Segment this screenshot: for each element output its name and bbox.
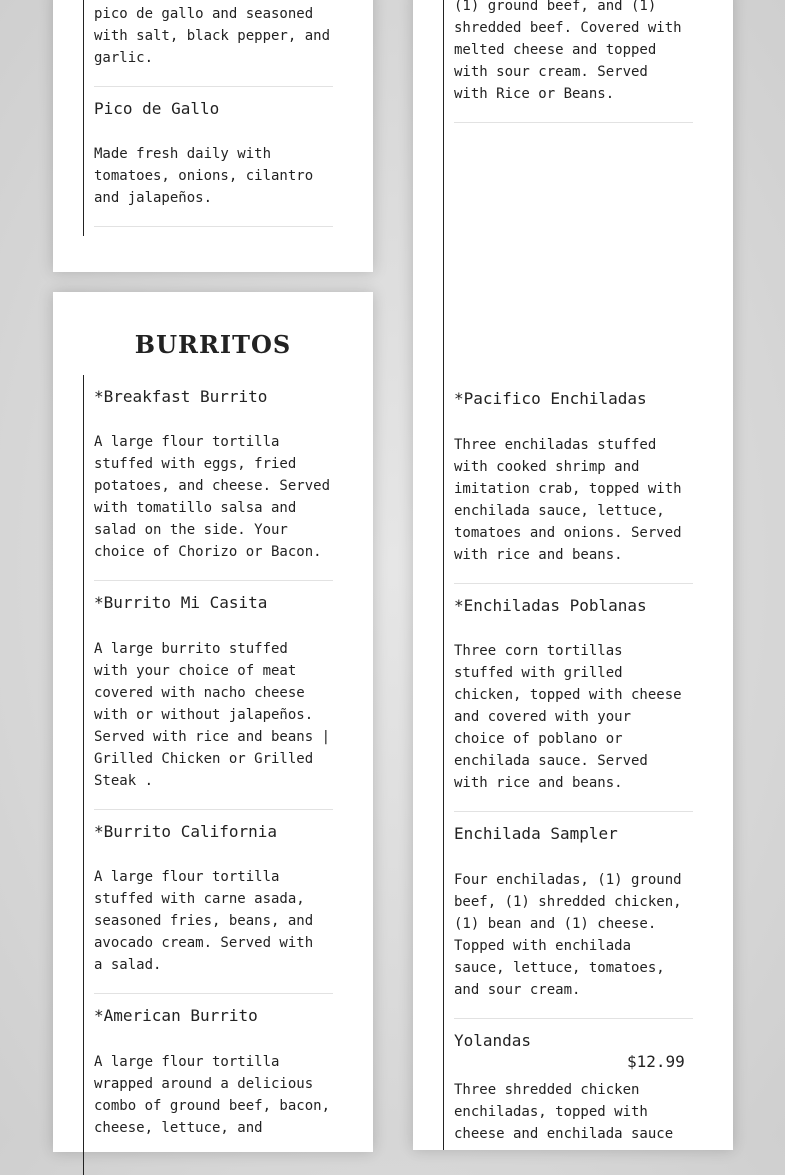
- item-separator: [454, 811, 693, 812]
- item-separator: [454, 583, 693, 584]
- menu-item-description: A large burrito stuffed with your choice of meat covered with nacho cheese with or without jalapeños. Served with rice and beans | Grilled Chicken or Grilled Steak .: [94, 641, 331, 789]
- item-separator: [94, 86, 333, 87]
- menu-item-description: Made fresh daily with tomatoes, onions, cilantro and jalapeños.: [94, 146, 314, 206]
- menu-card-right: [413, 0, 733, 1150]
- menu-item-description: A large flour tortilla stuffed with carne asada, seasoned fries, beans, and avocado cream. Served with a salad.: [94, 869, 314, 973]
- menu-item-name[interactable]: Pico de Gallo: [94, 99, 220, 118]
- section-rule: [443, 0, 444, 1150]
- carryover-description: (1) ground beef, and (1) shredded beef. Covered with melted cheese and topped with sour cream. Served with Rice or Beans.: [454, 0, 682, 102]
- menu-item-name[interactable]: *Pacifico Enchiladas: [454, 389, 647, 408]
- carryover-description: pico de gallo and seasoned with salt, black pepper, and garlic.: [94, 6, 331, 66]
- menu-item-price: $12.99: [627, 1052, 685, 1071]
- item-separator: [454, 1018, 693, 1019]
- menu-item-description: Three enchiladas stuffed with cooked shrimp and imitation crab, topped with enchilada sauce, lettuce, tomatoes and onions. Served with rice and beans.: [454, 437, 682, 563]
- section-rule: [83, 375, 84, 1175]
- item-separator: [94, 226, 333, 227]
- menu-item-description: Three shredded chicken enchiladas, topped with cheese and enchilada sauce: [454, 1082, 674, 1142]
- menu-item-name[interactable]: Yolandas: [454, 1031, 532, 1050]
- section-rule: [83, 0, 84, 236]
- menu-item-name[interactable]: Enchilada Sampler: [454, 824, 618, 843]
- menu-item-description: Four enchiladas, (1) ground beef, (1) shredded chicken, (1) bean and (1) cheese. Topped with enchilada sauce, lettuce, tomatoes, and sour cream.: [454, 872, 682, 998]
- section-title: BURRITOS: [134, 330, 292, 359]
- menu-item-name[interactable]: *Burrito California: [94, 822, 278, 841]
- item-separator: [94, 993, 333, 994]
- menu-item-name[interactable]: *American Burrito: [94, 1006, 258, 1025]
- item-separator: [94, 809, 333, 810]
- item-separator: [94, 580, 333, 581]
- item-separator: [454, 122, 693, 123]
- menu-card-left-top: [53, 0, 373, 272]
- menu-item-name[interactable]: *Enchiladas Poblanas: [454, 596, 647, 615]
- menu-item-description: Three corn tortillas stuffed with grilled chicken, topped with cheese and covered with your choice of poblano or enchilada sauce. Served with rice and beans.: [454, 643, 682, 791]
- menu-item-description: A large flour tortilla stuffed with eggs, fried potatoes, and cheese. Served with tomatillo salsa and salad on the side. Your choice of Chorizo or Bacon.: [94, 434, 331, 560]
- menu-card-burritos: [53, 292, 373, 1152]
- menu-item-name[interactable]: *Breakfast Burrito: [94, 387, 268, 406]
- menu-item-description: A large flour tortilla wrapped around a delicious combo of ground beef, bacon, cheese, lettuce, and: [94, 1054, 331, 1136]
- menu-item-name[interactable]: *Burrito Mi Casita: [94, 593, 268, 612]
